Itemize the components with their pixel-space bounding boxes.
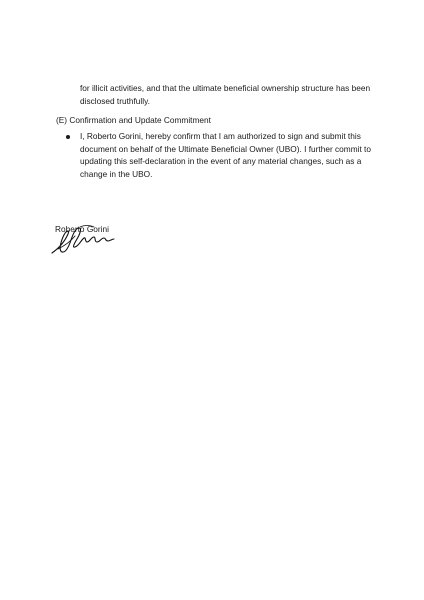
signatory-name: Roberto Gorini xyxy=(55,224,109,234)
continuation-paragraph: for illicit activities, and that the ultimate beneficial ownership structure has been disclosed truthfully. xyxy=(80,83,371,106)
handwritten-signature xyxy=(50,222,118,256)
confirmation-bullet-text: I, Roberto Gorini, hereby confirm that I am authorized to sign and submit this document on behalf of the Ultimate Beneficial Owner (UBO). I further commit to updating this self-declaration in the event of any material changes, such as a change in the UBO. xyxy=(80,131,371,179)
section-e-heading: (E) Confirmation and Update Commitment xyxy=(56,115,211,125)
bullet-point-icon xyxy=(66,135,70,139)
